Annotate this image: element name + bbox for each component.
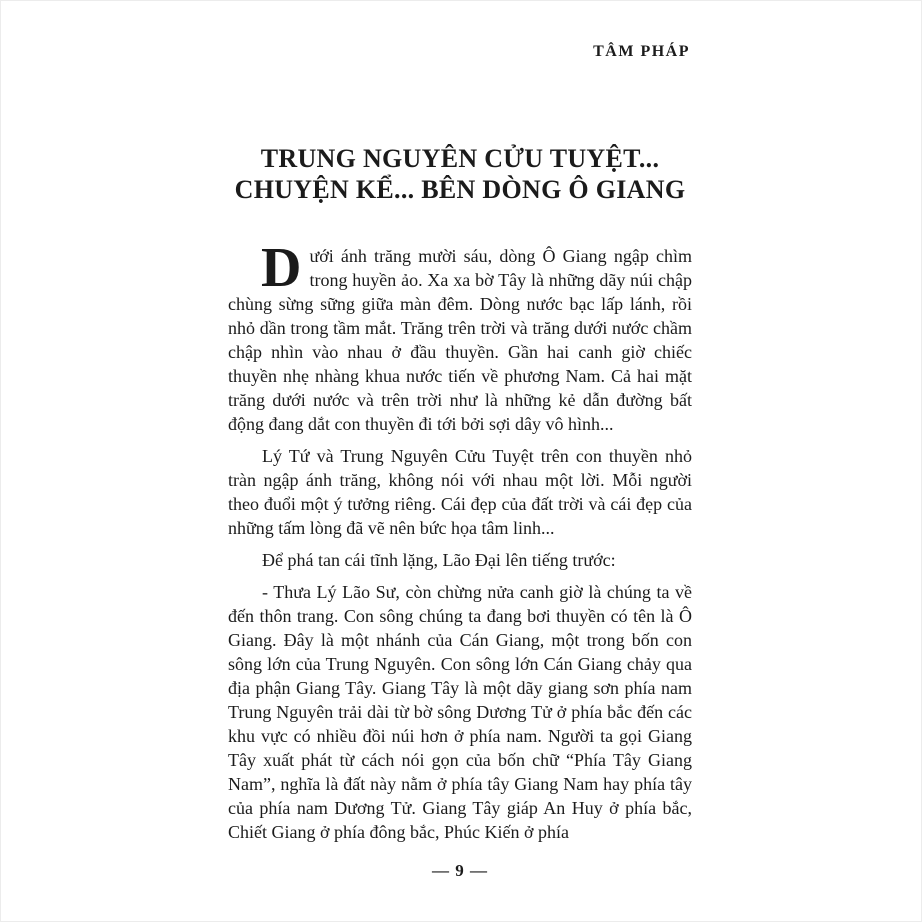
body-text	[228, 237, 692, 852]
paragraph: Để phá tan cái tĩnh lặng, Lão Đại lên tiếng trước:	[262, 550, 616, 570]
page-number: — 9 —	[432, 861, 488, 880]
paragraph-opening	[228, 237, 692, 436]
chapter-title-line-1: TRUNG NGUYÊN CỬU TUYỆT...	[260, 144, 660, 173]
paragraph: - Thưa Lý Lão Sư, còn chừng nửa canh giờ là chúng ta về đến thôn trang. Con sông chúng ta đang bơi thuyền có tên là Ô Giang. Đây là một nhánh của Cán Giang, một trong bốn con sông lớn của Trung Nguyên. Con sông lớn Cán Giang chảy qua địa phận Giang Tây. Giang Tây là một dãy giang sơn phía nam Trung Nguyên trải dài từ bờ sông Dương Tử ở phía bắc đến các khu vực có nhiều đồi núi hơn ở phía nam. Người ta gọi Giang Tây xuất phát từ cách nói gọn của bốn chữ “Phía Tây Giang Nam”, nghĩa là đất này nằm ở phía tây Giang Nam hay phía tây của phía nam Dương Tử. Giang Tây giáp An Huy ở phía bắc, Chiết Giang ở phía đông bắc, Phúc Kiến ở phía	[228, 582, 692, 842]
paragraph-opening-text: ưới ánh trăng mười sáu, dòng Ô Giang ngập chìm trong huyền ảo. Xa xa bờ Tây là những dãy núi chập chùng sừng sững giữa màn đêm. Dòng nước bạc lấp lánh, rồi nhỏ dần trong tầm mắt. Trăng trên trời và trăng dưới nước chầm chập nhìn vào nhau ở đầu thuyền. Gần hai canh giờ chiếc thuyền nhẹ nhàng khua nước tiến về phương Nam. Cả hai mặt trăng dưới nước và trên trời như là những kẻ dẫn đường bất động đang dắt con thuyền đi tới bởi sợi dây vô hình...	[228, 246, 692, 434]
chapter-title	[228, 143, 692, 205]
drop-cap: D	[261, 237, 302, 299]
paragraph: Lý Tứ và Trung Nguyên Cửu Tuyệt trên con thuyền nhỏ tràn ngập ánh trăng, không nói với nhau một lời. Mỗi người theo đuổi một ý tưởng riêng. Cái đẹp của đất trời và cái đẹp của những tấm lòng đã vẽ nên bức họa tâm linh...	[228, 446, 692, 538]
running-header: TÂM PHÁP	[593, 43, 690, 60]
chapter-title-line-2: CHUYỆN KỂ... BÊN DÒNG Ô GIANG	[234, 175, 686, 204]
